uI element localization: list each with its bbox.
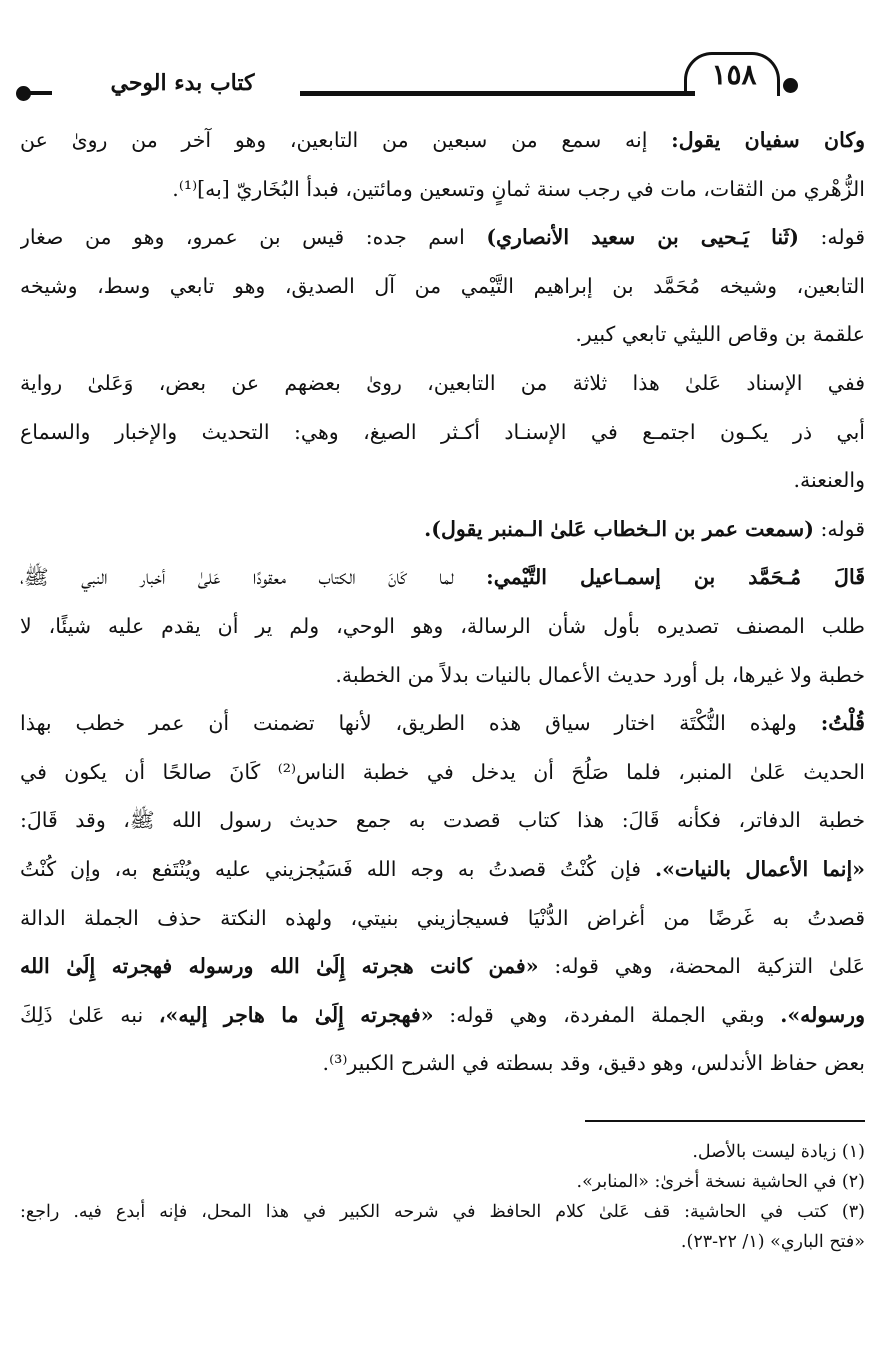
footnote-separator xyxy=(585,1120,865,1122)
bold-phrase: ورسوله». xyxy=(780,1002,865,1027)
plain-phrase: طلب المصنف تصديره بأول شأن الرسالة، وهو الوحي، ولم ير أن يقدم عليه شيئًا، لا xyxy=(20,613,865,638)
plain-phrase: أبي ذر يكـون اجتمـع في الإسنـاد أكـثر الصيغ، وهي: التحديث والإخبار والسماع xyxy=(20,419,865,444)
text-line xyxy=(20,894,865,943)
text-line xyxy=(20,116,865,165)
text-line xyxy=(20,748,865,797)
header-ornament-dot-right xyxy=(783,78,798,93)
plain-phrase: بعض حفاظ الأندلس، وهو دقيق، وقد بسطته في الشرح الكبير⁽³⁾. xyxy=(322,1051,865,1076)
bold-phrase: (ثَنا يَـحيى بن سعيد الأنصاري) xyxy=(486,225,799,250)
footnote-3-continued: «فتح الباري» (١/ ٢٢-٢٣). xyxy=(680,1232,865,1252)
text-line xyxy=(20,602,865,651)
text-line xyxy=(20,1039,865,1088)
plain-phrase: وبقي الجملة المفردة، وهي قوله: xyxy=(433,1002,781,1027)
page-header xyxy=(0,52,885,112)
plain-phrase: إنه سمع من سبعين من التابعين، وهو آخر من روىٰ عن xyxy=(20,128,672,152)
text-line xyxy=(20,553,865,602)
text-line xyxy=(20,310,865,359)
footnote-2: (٢) في الحاشية نسخة أخرىٰ: «المنابر». xyxy=(576,1172,865,1192)
plain-phrase: خطبة ولا غيرها، بل أورد حديث الأعمال بالنيات بدلاً من الخطبة. xyxy=(335,662,865,687)
plain-phrase: والعنعنة. xyxy=(793,468,865,493)
plain-phrase: عَلىٰ التزكية المحضة، وهي قوله: xyxy=(538,954,865,979)
plain-phrase: ففي الإسناد عَلىٰ هذا ثلاثة من التابعين، روىٰ بعضهم عن بعض، وَعَلىٰ رواية xyxy=(20,370,865,395)
running-title: كتاب بدء الوحي xyxy=(110,70,255,96)
header-ornament-dot-left xyxy=(16,86,31,101)
main-text xyxy=(20,116,865,1088)
footnote-1: (١) زيادة ليست بالأصل. xyxy=(692,1142,865,1162)
plain-phrase: قوله: xyxy=(813,516,865,541)
plain-phrase: خطبة الدفاتر، فكأنه قَالَ: هذا كتاب قصدت به جمع حديث رسول الله ﷺ، وقد قَالَ: xyxy=(20,808,865,833)
plain-phrase: فإن كُنْتُ قصدتُ به وجه الله فَسَيُجزيني عليه ويُنْتَفع به، وإن كُنْتُ xyxy=(20,856,655,881)
bold-phrase: «فمن كانت هجرته إِلَىٰ الله ورسوله فهجرته إِلَىٰ الله xyxy=(20,954,539,979)
plain-phrase: نبه عَلىٰ ذَلِكَ xyxy=(20,1002,159,1027)
text-line xyxy=(20,699,865,748)
bold-phrase: قَالَ مُـحَمَّد بن إسمـاعيل التَّيْمي: xyxy=(486,565,865,590)
bold-phrase: «إنما الأعمال بالنيات». xyxy=(654,856,865,881)
text-line xyxy=(20,845,865,894)
plain-phrase: الزُّهْري من الثقات، مات في رجب سنة ثمانٍ وتسعين ومائتين، فبدأ البُخَاريّ [به]⁽¹⁾. xyxy=(172,176,865,201)
text-line xyxy=(20,942,865,991)
text-line xyxy=(20,359,865,408)
bold-phrase: «فهجرته إِلَىٰ ما هاجر إليه»، xyxy=(158,1002,434,1027)
plain-phrase: لما كَانَ الكتاب معقودًا عَلىٰ أخبار النبي ﷺ، xyxy=(20,565,487,590)
text-line xyxy=(20,408,865,457)
bold-phrase: (سمعت عمر بن الـخطاب عَلىٰ الـمنبر يقول). xyxy=(424,516,814,541)
footnotes xyxy=(20,1137,865,1257)
footnote-3: (٣) كتب في الحاشية: قف عَلىٰ كلام الحافظ في شرحه الكبير في هذا المحل، فإنه أبدع فيه. راجع: xyxy=(20,1202,865,1222)
header-ornament-dash xyxy=(30,91,52,95)
text-line xyxy=(20,505,865,554)
text-line xyxy=(20,262,865,311)
plain-phrase: اسم جده: قيس بن عمرو، وهو من صغار xyxy=(20,225,487,250)
text-line xyxy=(20,213,865,262)
text-line xyxy=(20,651,865,700)
plain-phrase: التابعين، وشيخه مُحَمَّد بن إبراهيم التَّيْمي من آل الصديق، وهو تابعي وسط، وشيخه xyxy=(20,273,865,298)
text-line xyxy=(20,456,865,505)
page-number: ١٥٨ xyxy=(711,58,757,91)
plain-phrase: قوله: xyxy=(798,225,865,250)
bold-phrase: قُلْتُ: xyxy=(820,711,865,736)
bold-phrase: وكان سفيان يقول: xyxy=(671,128,865,152)
text-line xyxy=(20,991,865,1040)
plain-phrase: الحديث عَلىٰ المنبر، فلما صَلُحَ أن يدخل في خطبة الناس⁽²⁾ كَانَ صالحًا أن يكون في xyxy=(20,759,865,784)
plain-phrase: قصدتُ به غَرضًا من أغراض الدُّنْيَا فسيجازيني بنيتي، ولهذه النكتة حذف الجملة الدالة xyxy=(20,905,865,930)
text-line xyxy=(20,165,865,214)
plain-phrase: علقمة بن وقاص الليثي تابعي كبير. xyxy=(575,322,865,347)
plain-phrase: ولهذه النُّكْتَة اختار سياق هذه الطريق، لأنها تضمنت أن عمر خطب بهذا xyxy=(20,711,821,736)
header-rule xyxy=(300,91,695,96)
text-line xyxy=(20,796,865,845)
